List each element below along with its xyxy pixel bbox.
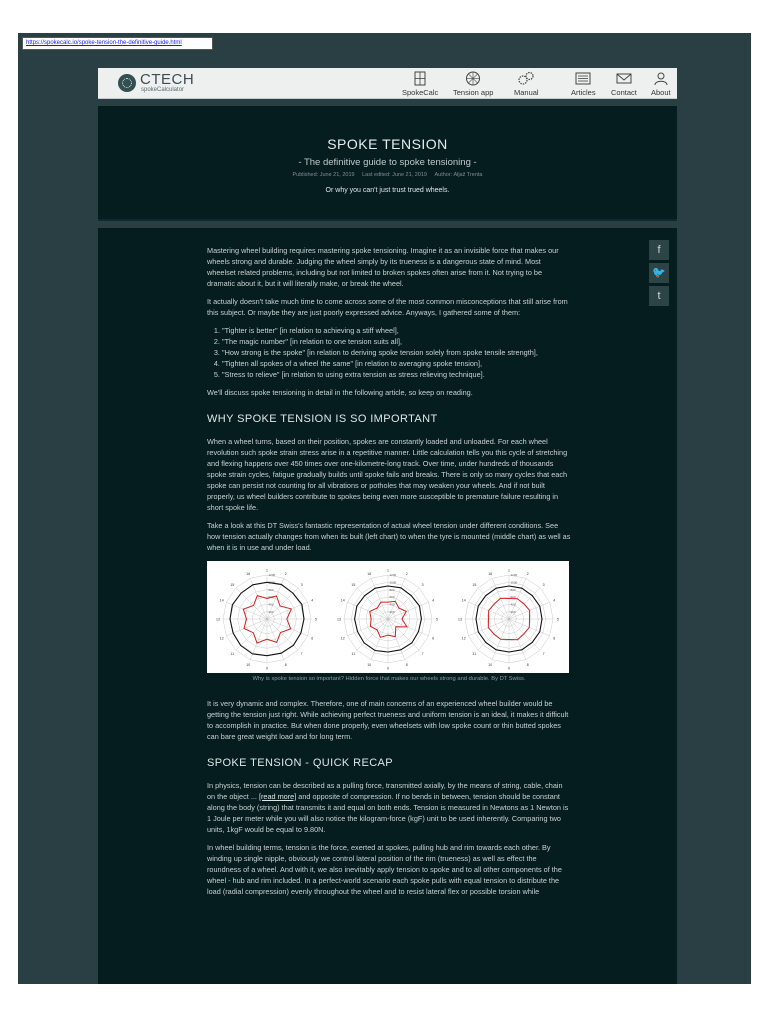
spoke-label: 6 [552, 636, 555, 641]
spoke-label: 4 [432, 598, 435, 603]
page-title: SPOKE TENSION [327, 136, 448, 152]
page-subtitle: - The definitive guide to spoke tensioning - [298, 157, 477, 168]
ring-label: 400 [510, 602, 516, 607]
ring-label: 400 [389, 602, 395, 607]
spoke-label: 16 [367, 572, 372, 577]
spoke-label: 9 [387, 666, 389, 671]
nav-about[interactable] [651, 71, 671, 97]
list-item: 3. "How strong is the spoke" [in relation to deriving spoke tension solely from spoke tensile strength], [222, 347, 571, 358]
spoke-label: 13 [457, 617, 462, 622]
ring-label: 1200 [268, 573, 276, 578]
share-bar [649, 240, 669, 309]
twitter-share-icon[interactable]: 🐦 [649, 263, 669, 283]
facebook-share-icon[interactable]: f [649, 240, 669, 260]
spoke-label: 1 [507, 568, 510, 573]
spoke-label: 13 [337, 617, 341, 622]
spoke-label: 11 [351, 652, 356, 657]
nav-articles[interactable] [571, 71, 596, 97]
ring-label: 1000 [389, 580, 397, 585]
grid-axis [478, 588, 509, 619]
article-section [98, 228, 677, 984]
spoke-label: 14 [461, 598, 466, 603]
spoke-label: 9 [507, 666, 510, 671]
spoke-label: 2 [285, 572, 288, 577]
text-run: In physics, tension can be described as a pulling force, transmitted axially, by the means of string, cable, chain on the object ... [207, 781, 563, 801]
spoke-label: 10 [246, 662, 251, 667]
ring-label: 400 [268, 602, 274, 607]
article-meta [98, 172, 677, 178]
paragraph [207, 780, 571, 835]
ring-label: 600 [268, 595, 274, 600]
article-body [207, 245, 571, 904]
spoke-label: 5 [315, 617, 318, 622]
ring-label: 200 [389, 609, 395, 614]
nav-label: Manual [514, 88, 539, 97]
radar-chart-tyre-mounted [329, 563, 447, 671]
spoke-label: 12 [461, 636, 466, 641]
nav-label: About [651, 88, 671, 97]
edited-date: Last edited: June 21, 2019 [362, 172, 427, 178]
spoke-label: 4 [552, 598, 555, 603]
author: Author: Aljaž Trenta [434, 172, 483, 178]
paragraph: When a wheel turns, based on their position, spokes are constantly loaded and unloaded. For each wheel revolution such spoke strain stress arise in a repetitive manner. Little calculation tells you this cycle of stretching and flexing happens over 450 times over one-kilometre-long track. Over time, under hundreds of thousands spoke strain cycles, fatigue gradually builds until spoke fails and breaks. There is only so many cycles that each spoke can persist not counting for all vibrations or potholes that may weaken your wheels. And if not built properly, us wheel builders contribute to spokes being even more susceptible to premature failure resulting in short spoke life. [207, 437, 568, 512]
section-heading: SPOKE TENSION - QUICK RECAP [207, 757, 394, 769]
spoke-label: 6 [432, 636, 435, 641]
spoke-label: 14 [220, 598, 225, 603]
spoke-label: 10 [487, 662, 492, 667]
spoke-label: 7 [542, 652, 545, 657]
spoke-label: 3 [542, 582, 545, 587]
ring-label: 200 [510, 609, 516, 614]
grid-axis [388, 619, 419, 650]
spoke-label: 15 [351, 582, 356, 587]
ring-label: 800 [510, 587, 516, 592]
spoke-label: 8 [526, 662, 529, 667]
ring-label: 600 [510, 595, 516, 600]
spoke-label: 8 [285, 662, 288, 667]
spoke-label: 4 [311, 598, 314, 603]
tension-figure [207, 561, 569, 673]
paragraph: Take a look at this DT Swiss's fantastic representation of actual wheel tension under different conditions. See how tension actually changes from when its built (left chart) to when the tyre is mounted (middle chart) as well as when it is in use and under load. [207, 521, 571, 552]
spoke-label: 6 [311, 636, 314, 641]
grid-axis [509, 619, 540, 650]
list-item: 5. "Stress to relieve" [in relation to using extra tension as stress relieving technique]. [222, 369, 571, 380]
spoke-label: 2 [405, 572, 408, 577]
logo-icon[interactable] [118, 74, 136, 92]
spoke-label: 12 [340, 636, 345, 641]
envelope-icon [615, 71, 633, 86]
paragraph: Mastering wheel building requires mastering spoke tensioning. Imagine it as an invisible force that makes our wheels strong and durable. Judging the wheel simply by its trueness is a dangerous state of mind. Most wheelset related problems, including but not limited to broken spokes often arise from it. Not trying to be dramatic about it, but it will literally make, or break the wheel. [207, 246, 559, 288]
ring-label: 1200 [389, 573, 397, 578]
spoke-label: 9 [266, 666, 269, 671]
nav-label: Tension app [453, 88, 494, 97]
hero-section [98, 106, 677, 221]
ring-label: 800 [389, 587, 395, 592]
brand-subtitle: spokeCalculator [141, 87, 185, 93]
spoke-label: 13 [216, 617, 221, 622]
list-item: 2. "The magic number" [in relation to one tension suits all], [222, 336, 571, 347]
wheel-icon [464, 71, 482, 86]
spoke-label: 8 [405, 662, 408, 667]
spoke-label: 7 [421, 652, 424, 657]
top-navbar [98, 68, 677, 99]
nav-label: Contact [611, 88, 637, 97]
section-heading: WHY SPOKE TENSION IS SO IMPORTANT [207, 413, 438, 425]
url-bar[interactable]: https://spokecalc.io/spoke-tension-the-definitive-guide.html [22, 37, 213, 50]
paragraph: We'll discuss spoke tensioning in detail in the following article, so keep on reading. [207, 388, 473, 397]
text-run: and opposite of compression. If no bends in between, tension should be constant along the body (string) that transmits it and equal on both ends. Tension is measured in Newtons as 1 Newton is 1 Joule per meter while you will also notice the kilogram-force (kgF) unit to be used inherently. Comparing two units, 1kgF would be equal to 9.80N. [207, 792, 569, 834]
read-more-link[interactable]: [read more] [258, 792, 297, 801]
spoke-label: 2 [526, 572, 529, 577]
grid-axis [357, 588, 388, 619]
ring-label: 800 [268, 587, 274, 592]
nav-tension-app[interactable] [453, 71, 493, 97]
spoke-label: 10 [367, 662, 372, 667]
nav-spokecalc[interactable] [402, 71, 438, 97]
spoke-label: 1 [387, 568, 389, 573]
spoke-label: 16 [246, 572, 251, 577]
page-tagline: Or why you can't just trust trued wheels. [325, 187, 450, 194]
browser-frame [18, 33, 751, 984]
published-date: Published: June 21, 2019 [292, 172, 355, 178]
spoke-label: 12 [220, 636, 225, 641]
ring-label: 600 [389, 595, 395, 600]
spoke-label: 16 [487, 572, 492, 577]
calculator-icon [411, 71, 429, 86]
articles-icon [574, 71, 592, 86]
spoke-label: 5 [556, 617, 559, 622]
misconception-list [207, 325, 571, 380]
grid-axis [478, 619, 509, 650]
paragraph: It actually doesn't take much time to come across some of the most common misconceptions that still arise from this subject. Or maybe they are just poorly expressed advice. Anyways, I gathered some of them: [207, 297, 568, 317]
paragraph: It is very dynamic and complex. Therefore, one of main concerns of an experienced wheel builder would be getting the tension just right. While achieving perfect trueness and uniform tension is an ideal, it makes it difficult to accomplish in practice. But when done properly, even wheelsets with low spoke count or thin butted spokes can bare great weight load and for long term. [207, 699, 569, 741]
ring-label: 1200 [510, 573, 517, 578]
spoke-label: 5 [436, 617, 438, 622]
grid-axis [236, 588, 267, 619]
spoke-label: 3 [421, 582, 424, 587]
spoke-label: 15 [230, 582, 235, 587]
list-item: 1. "Tighter is better" [in relation to achieving a stiff wheel], [222, 325, 571, 336]
spoke-label: 7 [300, 652, 303, 657]
nav-label: Articles [571, 88, 596, 97]
gears-icon [517, 71, 535, 86]
paragraph: In wheel building terms, tension is the force, exerted at spokes, pulling hub and rim towards each other. By winding up single nipple, obviously we control lateral position of the rim (trueness) as well as effect the roundness of a wheel. And with it, we also inevitably apply tension to spoke and to all other components of the wheel - hub and rim included. In a perfect-world scenario each spoke pulls with equal tension to distribute the load (radial compression) evenly throughout the wheel and to resist lateral flex or possible torsion while [207, 843, 562, 896]
figure-caption: Why is spoke tension so important? Hidden force that makes our wheels strong and durable. By DT Swiss. [252, 676, 526, 682]
nav-contact[interactable] [611, 71, 637, 97]
spoke-label: 1 [266, 568, 269, 573]
brand-name[interactable]: CTECH [140, 71, 195, 88]
spoke-label: 14 [340, 598, 345, 603]
radar-chart-built [208, 563, 326, 671]
radar-chart-in-use [450, 563, 568, 671]
ring-label: 1000 [268, 580, 276, 585]
nav-label: SpokeCalc [402, 88, 439, 97]
nav-manual[interactable] [514, 71, 539, 97]
tumblr-share-icon[interactable]: t [649, 286, 669, 306]
spoke-label: 3 [300, 582, 303, 587]
list-item: 4. "Tighten all spokes of a wheel the same" [in relation to averaging spoke tension], [222, 358, 571, 369]
user-icon [652, 71, 670, 86]
spoke-label: 15 [472, 582, 476, 587]
spoke-label: 11 [230, 652, 235, 657]
ring-label: 200 [268, 609, 274, 614]
grid-axis [357, 619, 388, 650]
ring-label: 1000 [510, 580, 517, 585]
spoke-label: 11 [472, 652, 476, 657]
